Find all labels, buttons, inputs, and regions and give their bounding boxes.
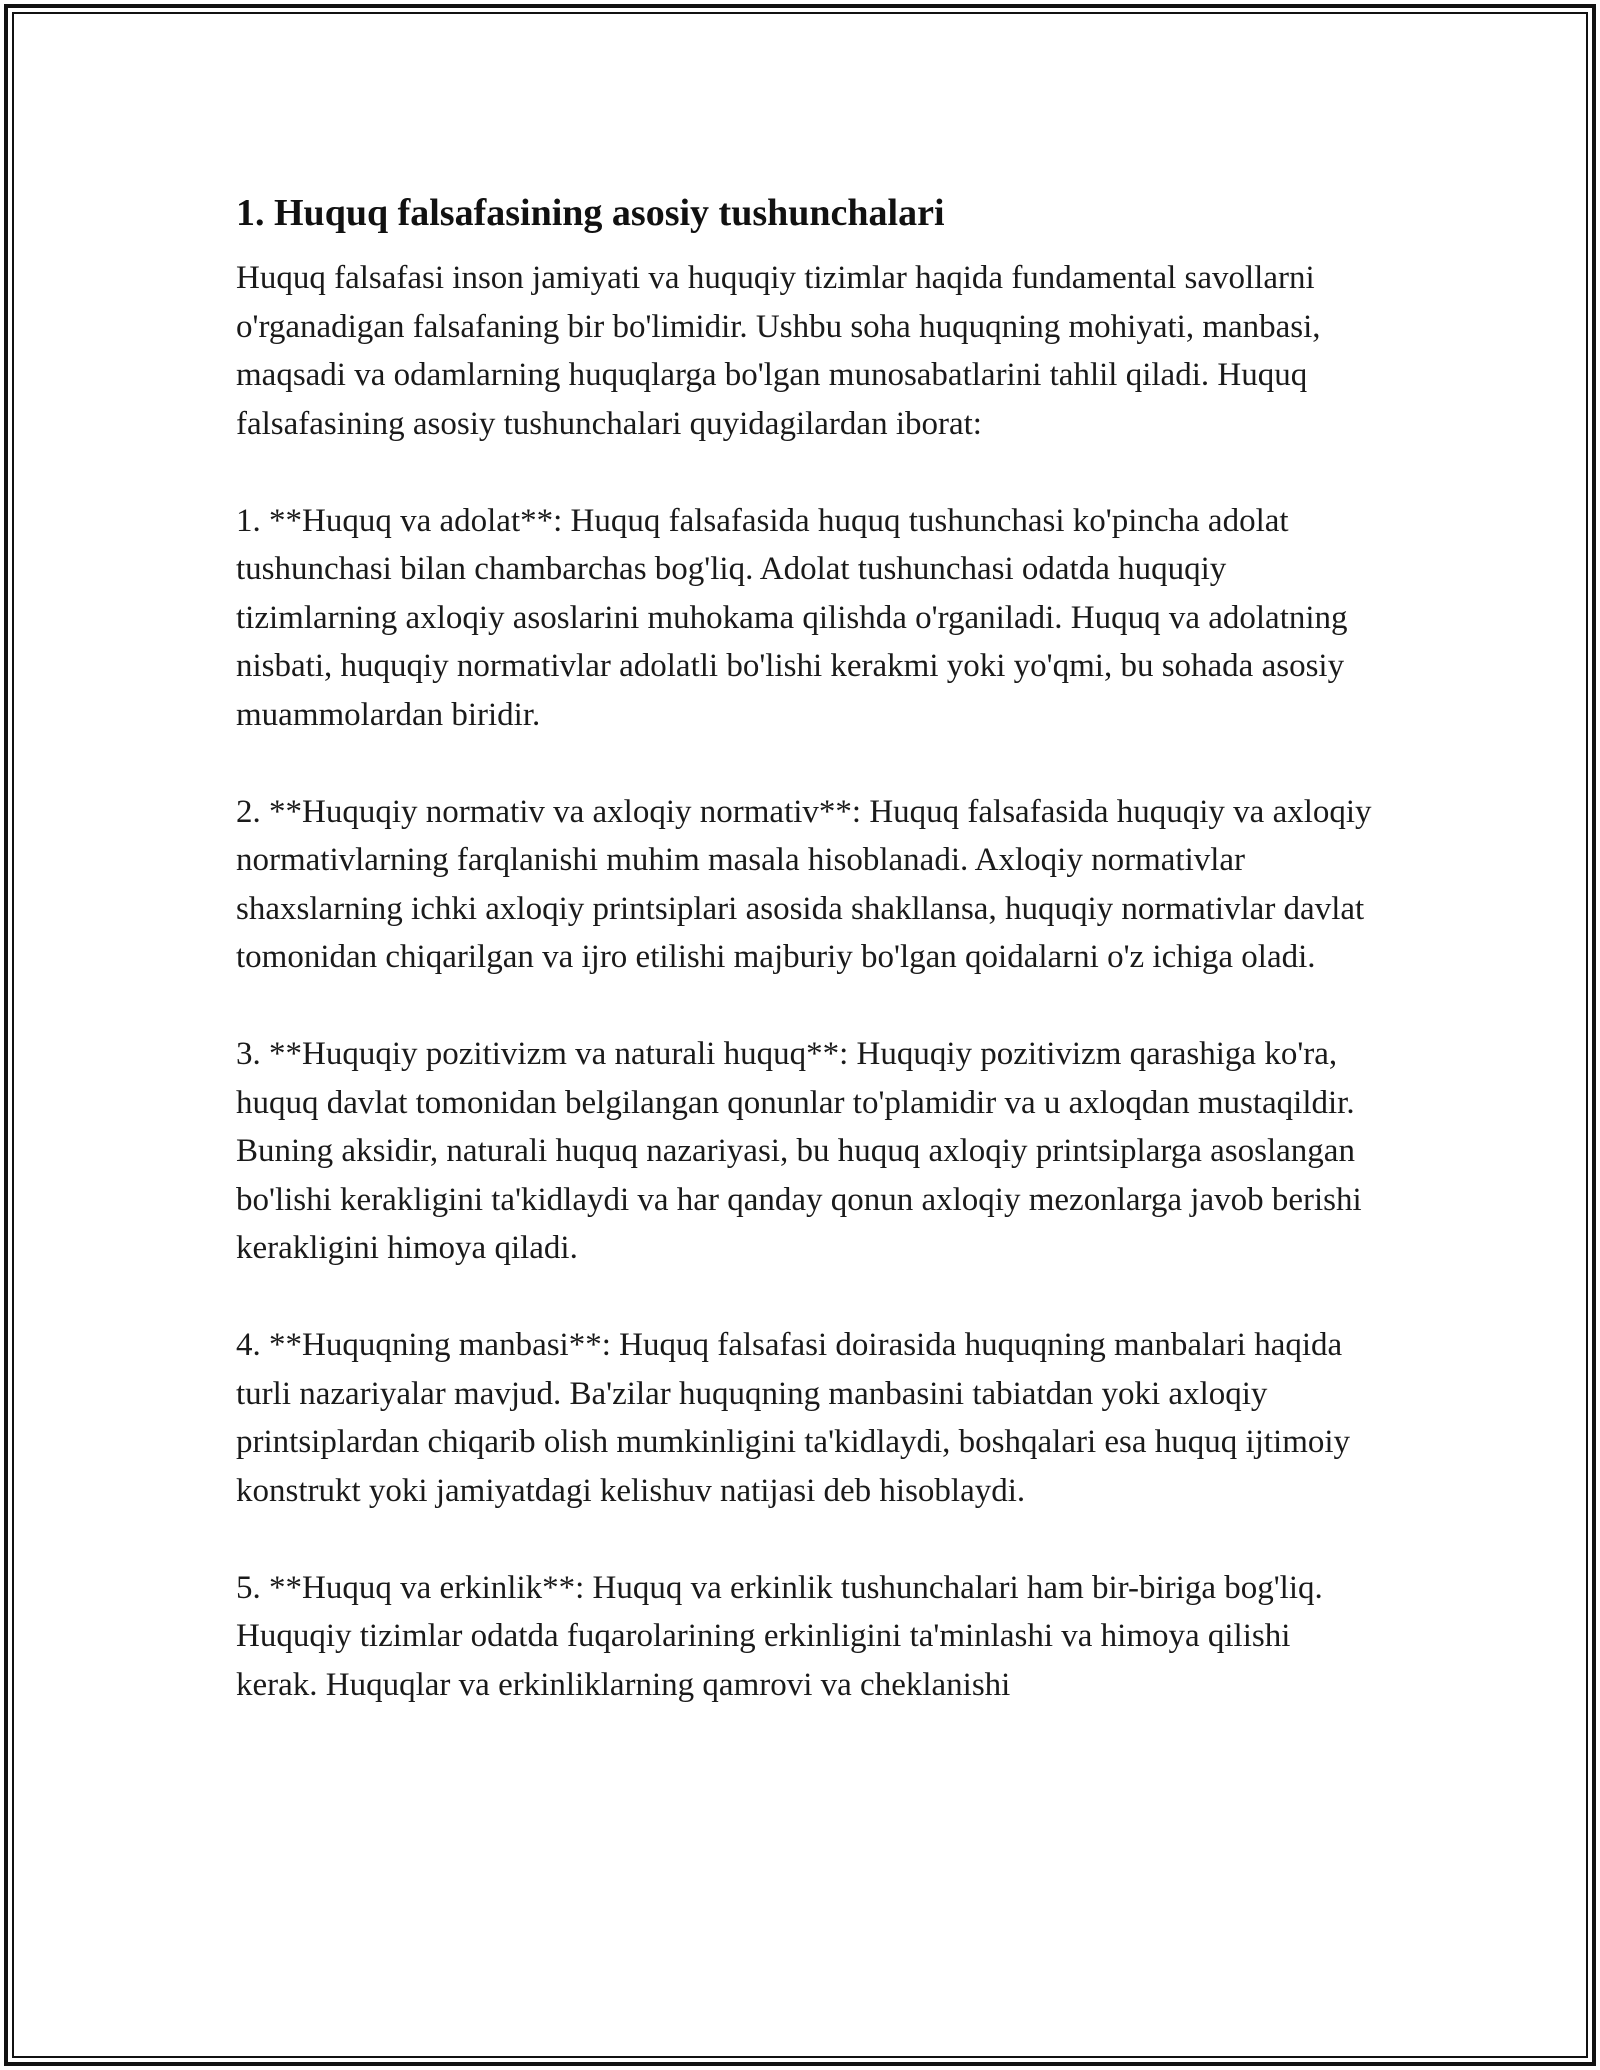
paragraph-huquq-va-adolat: 1. **Huquq va adolat**: Huquq falsafasida huquq tushunchasi ko'pincha adolat tushunchasi bilan chambarchas bog'liq. Adolat tushunchasi odatda huquqiy tizimlarning axloqiy asoslarini muhokama qilishda o'rganiladi. Huquq va adolatning nisbati, huquqiy normativlar adolatli bo'lishi kerakmi yoki yo'qmi, bu sohada asosiy muammolardan biridir. [236,502,1348,733]
paragraph-normativ: 2. **Huquqiy normativ va axloqiy normativ**: Huquq falsafasida huquqiy va axloqiy normativlarning farqlanishi muhim masala hisoblanadi. Axloqiy normativlar shaxslarning ichki axloqiy printsiplari asosida shakllansa, huquqiy normativlar davlat tomonidan chiqarilgan va ijro etilishi majburiy bo'lgan qoidalarni o'z ichiga oladi. [236,793,1372,975]
section-heading: 1. Huquq falsafasining asosiy tushunchalari [236,192,945,234]
paragraph-pozitivizm: 3. **Huquqiy pozitivizm va naturali huquq**: Huquqiy pozitivizm qarashiga ko'ra, huquq davlat tomonidan belgilangan qonunlar to'plamidir va u axloqdan mustaqildir. Buning aksidir, naturali huquq nazariyasi, bu huquq axloqiy printsiplarga asoslangan bo'lishi kerakligini ta'kidlaydi va har qanday qonun axloqiy mezonlarga javob berishi kerakligini himoya qiladi. [236,1036,1362,1266]
document-body [236,186,1376,1709]
paragraph-manbasi: 4. **Huquqning manbasi**: Huquq falsafasi doirasida huquqning manbalari haqida turli nazariyalar mavjud. Ba'zilar huquqning manbasini tabiatdan yoki axloqiy printsiplardan chiqarib olish mumkinligini ta'kidlaydi, boshqalari esa huquq ijtimoiy konstrukt yoki jamiyatdagi kelishuv natijasi deb hisoblaydi. [236,1327,1351,1509]
intro-paragraph: Huquq falsafasi inson jamiyati va huquqiy tizimlar haqida fundamental savollarni o'rganadigan falsafaning bir bo'limidir. Ushbu soha huquqning mohiyati, manbasi, maqsadi va odamlarning huquqlarga bo'lgan munosabatlarini tahlil qiladi. Huquq falsafasining asosiy tushunchalari quyidagilardan iborat: [236,260,1321,442]
paragraph-erkinlik: 5. **Huquq va erkinlik**: Huquq va erkinlik tushunchalari ham bir-biriga bog'liq. Huquqiy tizimlar odatda fuqarolarining erkinligini ta'minlashi va himoya qilishi kerak. Huquqlar va erkinliklarning qamrovi va cheklanishi [236,1569,1323,1703]
